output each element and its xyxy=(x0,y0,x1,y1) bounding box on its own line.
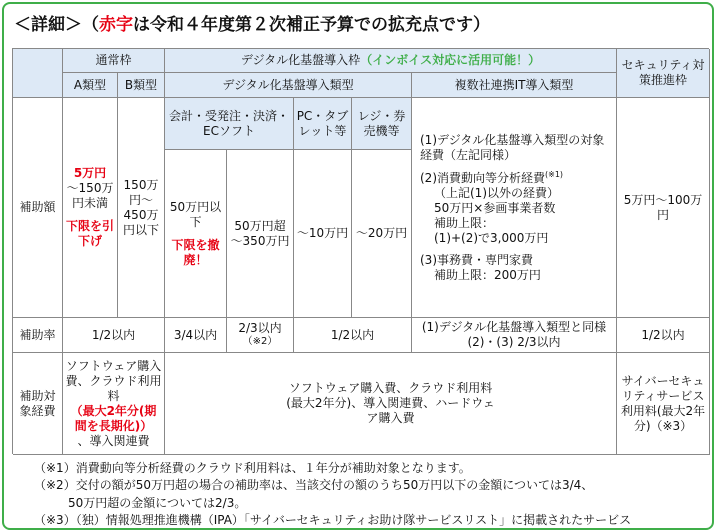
header-tsujo: 通常枠 xyxy=(63,49,165,73)
row-label-amount: 補助額 xyxy=(13,98,63,318)
header-type-a: A類型 xyxy=(63,73,118,98)
cost-tsujo-tail: 、導入関連費 xyxy=(77,433,150,448)
rate-tsujo: 1/2以内 xyxy=(63,318,165,353)
amount-multi-3a: 補助上限：200万円 xyxy=(434,267,541,282)
amount-a-note: 下限を引下げ xyxy=(65,219,114,248)
amount-acc-low-value: 50万円以下 xyxy=(169,199,222,229)
sub-header-register: レジ・券売機等 xyxy=(352,98,412,150)
amount-multi-item-3: (3)事務費・専門家費 xyxy=(420,252,533,267)
rate-pc-register: 1/2以内 xyxy=(294,318,412,353)
amount-type-a xyxy=(63,98,118,318)
corner-cell xyxy=(13,49,63,98)
amount-multi-item-2 xyxy=(420,170,563,186)
header-digital-label: デジタル化基盤導入枠 xyxy=(240,53,361,67)
cost-tsujo-red: （最大2年分(期間を長期化)） xyxy=(70,403,157,433)
footnote-2b: 50万円超の金額については2/3。 xyxy=(68,495,247,510)
header-security: セキュリティ対策推進枠 xyxy=(617,49,710,98)
amount-acc-low-note: 下限を撤廃！ xyxy=(171,237,220,267)
amount-multi xyxy=(412,98,617,318)
row-label-cost: 補助対象経費 xyxy=(13,353,63,455)
sub-header-pc: PC・タブレット等 xyxy=(294,98,352,150)
footnotes xyxy=(34,460,631,530)
cost-security: サイバーセキュリティサービス利用料(最大2年分)（※3） xyxy=(617,353,710,455)
footnote-3: （※3）（独）情報処理推進機構（IPA）「サイバーセキュリティお助け隊サービスリスト」に掲載されたサービス xyxy=(34,513,632,528)
amount-type-b: 150万円～450万円以下 xyxy=(118,98,165,318)
amount-accounting-high: 50万円超～350万円 xyxy=(227,150,294,318)
amount-pc: ～10万円 xyxy=(294,150,352,318)
rate-accounting-high xyxy=(227,318,294,353)
subsidy-table xyxy=(12,48,709,454)
amount-multi-2c: 補助上限： xyxy=(434,215,495,230)
footnote-2: （※2）交付の額が50万円超の場合の補助率は、当該交付の額のうち50万円以下の金額については3/4、 xyxy=(34,478,594,493)
amount-multi-2-sup: (※1) xyxy=(545,169,564,179)
rate-acc-high-note: （※2） xyxy=(242,336,278,348)
heading-red-text: 赤字 xyxy=(99,15,133,35)
heading-rest: は令和４年度第２次補正予算での拡充点です） xyxy=(133,15,490,35)
amount-register: ～20万円 xyxy=(352,150,412,318)
amount-multi-2-label: (2)消費動向等分析経費 xyxy=(420,170,545,185)
heading-prefix: ＜詳細＞ xyxy=(14,15,82,35)
amount-multi-2a: （上記(1)以外の経費） xyxy=(434,185,559,200)
header-type-b: B類型 xyxy=(118,73,165,98)
header-digital-note: （インボイス対応に活用可能！） xyxy=(360,53,541,67)
cost-tsujo-main: ソフトウェア購入費、クラウド利用料 xyxy=(65,358,162,403)
rate-security: 1/2以内 xyxy=(617,318,710,353)
header-digital-type: デジタル化基盤導入類型 xyxy=(165,73,412,98)
amount-security: 5万円～100万円 xyxy=(617,98,710,318)
sub-header-accounting: 会計・受発注・決済・ECソフト xyxy=(165,98,294,150)
header-multi-type: 複数社連携IT導入類型 xyxy=(412,73,617,98)
amount-multi-2b: 50万円×参画事業者数 xyxy=(434,200,556,215)
rate-multi: (1)デジタル化基盤導入類型と同様(2)・(3) 2/3以内 xyxy=(412,318,617,353)
section-heading xyxy=(14,10,490,35)
footnote-1: （※1）消費動向等分析経費のクラウド利用料は、１年分が補助対象となります。 xyxy=(34,461,471,475)
row-label-rate: 補助率 xyxy=(13,318,63,353)
amount-a-min: 5万円 xyxy=(73,166,107,180)
amount-a-range: ～150万円未満 xyxy=(66,181,114,210)
cost-tsujo xyxy=(63,353,165,455)
detail-panel xyxy=(2,2,714,530)
rate-acc-high-value: 2/3以内 xyxy=(238,321,282,336)
amount-multi-2d: (1)+(2)で3,000万円 xyxy=(434,230,549,245)
amount-accounting-low xyxy=(165,150,227,318)
amount-multi-item-1: (1)デジタル化基盤導入類型の対象経費（左記同様） xyxy=(420,132,605,162)
header-digital xyxy=(165,49,617,73)
heading-paren: （ xyxy=(82,15,99,35)
cost-digital: ソフトウェア購入費、クラウド利用料(最大2年分)、導入関連費、ハードウェア購入費 xyxy=(165,353,617,455)
rate-accounting-low: 3/4以内 xyxy=(165,318,227,353)
